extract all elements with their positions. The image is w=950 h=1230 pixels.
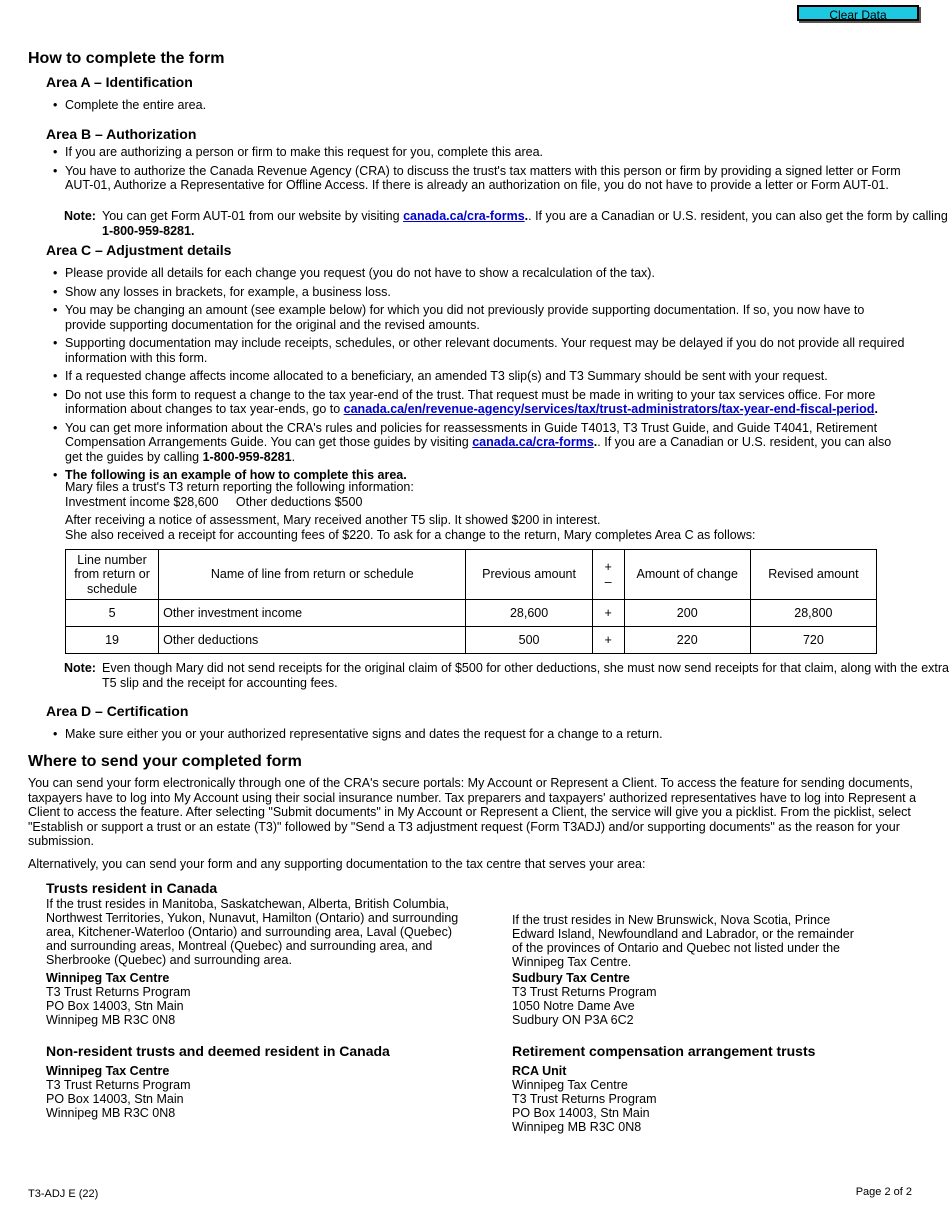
- bullet-text: You can get more information about the CRA's rules and policies for reassessments in Guide T4013, T3 Trust Guide, and Guide T4041, Retirement Compensation Arrangements Guide. You can get those guides by visiting: [65, 420, 878, 449]
- cell: 200: [624, 600, 750, 627]
- example-text-1: [65, 480, 414, 509]
- send-paragraph-1: You can send your form electronically through one of the CRA's secure portals: My Account or Represent a Client. To access the feature for sending documents, taxpayers have to log into My Account using their social insurance number. Tax preparers and taxpayers' authorized representatives have to log into Represent a Client to access the feature. After selecting "Submit documents" in My Account or Represent a Client, the service will give you a picklist. From the picklist, select "Establish or support a trust or an estate (T3)" followed by "Send a T3 adjustment request (Form T3ADJ) and/or supporting documents" as the reason for your submission.: [28, 776, 917, 848]
- cell: 19: [66, 627, 159, 654]
- address-line: T3 Trust Returns Program: [512, 985, 657, 999]
- note-dot: .: [524, 209, 529, 223]
- address-name: RCA Unit: [512, 1064, 567, 1078]
- page-number: Page 2 of 2: [855, 1186, 912, 1198]
- form-code: T3-ADJ E (22): [28, 1188, 99, 1200]
- bullet-text: Do not use this form to request a change to the tax year-end of the trust. That request must be made in writing to your tax services office. For more information about changes to tax year-ends, go to: [65, 387, 876, 416]
- non-resident-title: Non-resident trusts and deemed resident in Canada: [46, 1043, 390, 1059]
- address-line: T3 Trust Returns Program: [46, 1078, 191, 1092]
- list-item: • Complete the entire area.: [53, 98, 908, 113]
- cell: +: [592, 600, 624, 627]
- winnipeg-address: [46, 971, 466, 1027]
- address-line: Winnipeg MB R3C 0N8: [46, 1013, 176, 1027]
- list-item: • Show any losses in brackets, for example, a business loss.: [53, 285, 908, 300]
- address-line: Sudbury ON P3A 6C2: [512, 1013, 634, 1027]
- address-line: 1050 Notre Dame Ave: [512, 999, 635, 1013]
- list-item: • Supporting documentation may include receipts, schedules, or other relevant documents. Your request may be delayed if you do not provide all required information with this form.: [53, 336, 908, 365]
- note-label: Note:: [64, 661, 96, 675]
- address-line: PO Box 14003, Stn Main: [46, 1092, 184, 1106]
- cell: +: [592, 627, 624, 654]
- note-end: .: [190, 223, 195, 238]
- area-b-note: [64, 209, 950, 238]
- phone-number: 1-800-959-8281: [202, 449, 292, 464]
- heading-where-to-send: Where to send your completed form: [28, 753, 302, 770]
- cra-forms-link[interactable]: canada.ca/cra-forms: [403, 209, 525, 223]
- cell: 220: [624, 627, 750, 654]
- example-line: Mary files a trust's T3 return reporting the following information:: [65, 480, 414, 494]
- example-line: After receiving a notice of assessment, Mary received another T5 slip. It showed $200 in interest.: [65, 513, 601, 527]
- list-item: [53, 388, 908, 417]
- bullet-end: .: [291, 449, 296, 464]
- list-item: • Make sure either you or your authorized representative signs and dates the request for a change to a return.: [53, 727, 908, 742]
- note-text: You can get Form AUT-01 from our website by visiting: [102, 209, 404, 223]
- cell: 28,600: [466, 600, 592, 627]
- list-item: • You have to authorize the Canada Revenue Agency (CRA) to discuss the trust's tax matters with this person or firm by providing a signed letter or Form AUT-01, Authorize a Representative for Offline Access. If there is already an authorization on file, you do not have to provide a letter or Form AUT-01.: [53, 164, 908, 193]
- example-text-2: [65, 513, 755, 542]
- example-heading: The following is an example of how to complete this area.: [65, 468, 407, 482]
- col-sign: + –: [592, 550, 624, 600]
- clear-data-button[interactable]: Clear Data: [797, 5, 919, 21]
- col-line-name: Name of line from return or schedule: [159, 550, 466, 600]
- send-paragraph-2: Alternatively, you can send your form and any supporting documentation to the tax centre that serves your area:: [28, 857, 646, 871]
- bullet-end: .: [874, 402, 878, 416]
- area-c-title: Area C – Adjustment details: [46, 242, 232, 258]
- phone-number: 1-800-959-8281: [102, 223, 191, 238]
- example-table: [65, 549, 877, 654]
- area-a-list: [53, 98, 908, 117]
- table-row: [66, 627, 877, 654]
- rca-title: Retirement compensation arrangement trusts: [512, 1043, 816, 1059]
- cell: 720: [750, 627, 876, 654]
- note-text: Even though Mary did not send receipts for the original claim of $500 for other deductions, she must now send receipts for that claim, along with the extra T5 slip and the receipt for accounting fees.: [102, 661, 949, 690]
- address-line: PO Box 14003, Stn Main: [46, 999, 184, 1013]
- address-name: Winnipeg Tax Centre: [46, 1064, 170, 1078]
- list-item: • Please provide all details for each change you request (you do not have to show a recalculation of the tax).: [53, 266, 908, 281]
- non-resident-address: [46, 1064, 466, 1120]
- address-line: PO Box 14003, Stn Main: [512, 1106, 650, 1120]
- tax-year-end-link[interactable]: canada.ca/en/revenue-agency/services/tax/trust-administrators/tax-year-end-fiscal-period: [343, 402, 875, 416]
- cra-forms-link-2[interactable]: canada.ca/cra-forms: [472, 435, 594, 449]
- sudbury-address: [512, 971, 932, 1027]
- trusts-resident-right-text: If the trust resides in New Brunswick, Nova Scotia, Prince Edward Island, Newfoundland and Labrador, or the remainder of the provinces of Ontario and Quebec not listed under the Winnipeg Tax Centre.: [512, 913, 854, 969]
- address-line: Winnipeg MB R3C 0N8: [512, 1120, 642, 1134]
- rca-address: [512, 1064, 932, 1134]
- list-item: [53, 421, 908, 465]
- area-d-list: [53, 727, 908, 746]
- table-row: [66, 600, 877, 627]
- note-text-2: . If you are a Canadian or U.S. resident, you can also get the form by calling: [528, 209, 948, 223]
- cell: Other investment income: [159, 600, 466, 627]
- col-previous-amount: Previous amount: [466, 550, 592, 600]
- cell: 5: [66, 600, 159, 627]
- list-item: • You may be changing an amount (see example below) for which you did not previously provide supporting documentation. If so, you now have to provide supporting documentation for the original and the revised amounts.: [53, 303, 908, 332]
- area-c-note: [64, 661, 950, 690]
- col-revised-amount: Revised amount: [750, 550, 876, 600]
- area-a-title: Area A – Identification: [46, 74, 193, 90]
- trusts-resident-title: Trusts resident in Canada: [46, 880, 218, 896]
- col-amount-change: Amount of change: [624, 550, 750, 600]
- note-label: Note:: [64, 209, 96, 223]
- address-name: Sudbury Tax Centre: [512, 971, 630, 985]
- address-line: Winnipeg Tax Centre: [512, 1078, 628, 1092]
- cell: Other deductions: [159, 627, 466, 654]
- address-line: Winnipeg MB R3C 0N8: [46, 1106, 176, 1120]
- address-name: Winnipeg Tax Centre: [46, 971, 170, 985]
- list-item: • If you are authorizing a person or firm to make this request for you, complete this area.: [53, 145, 908, 160]
- heading-how-to-complete: How to complete the form: [28, 50, 225, 67]
- address-line: T3 Trust Returns Program: [46, 985, 191, 999]
- col-line-number: Line number from return or schedule: [66, 550, 159, 600]
- area-c-list: [53, 266, 908, 487]
- list-item: • If a requested change affects income allocated to a beneficiary, an amended T3 slip(s) and T3 Summary should be sent with your request.: [53, 369, 908, 384]
- cell: 500: [466, 627, 592, 654]
- bullet-dot: .: [593, 435, 598, 449]
- trusts-resident-left-text: If the trust resides in Manitoba, Saskatchewan, Alberta, British Columbia, Northwest Territories, Yukon, Nunavut, Hamilton (Ontario) and surrounding area, Kitchener-Waterloo (Ontario) and surrounding area, Laval (Quebec) and surrounding areas, Montreal (Quebec) and surrounding area, and Sherbrooke (Quebec) and surrounding area.: [46, 897, 459, 967]
- area-b-list: [53, 145, 908, 197]
- area-b-title: Area B – Authorization: [46, 126, 197, 142]
- cell: 28,800: [750, 600, 876, 627]
- address-line: T3 Trust Returns Program: [512, 1092, 657, 1106]
- bullet-text-2: . If you are a Canadian or U.S. resident, you can also get the guides by calling: [65, 435, 892, 464]
- table-header-row: [66, 550, 877, 600]
- example-line: Investment income $28,600 Other deductions $500: [65, 494, 363, 509]
- example-line: She also received a receipt for accounting fees of $220. To ask for a change to the return, Mary completes Area C as follows:: [65, 527, 756, 542]
- area-d-title: Area D – Certification: [46, 703, 189, 719]
